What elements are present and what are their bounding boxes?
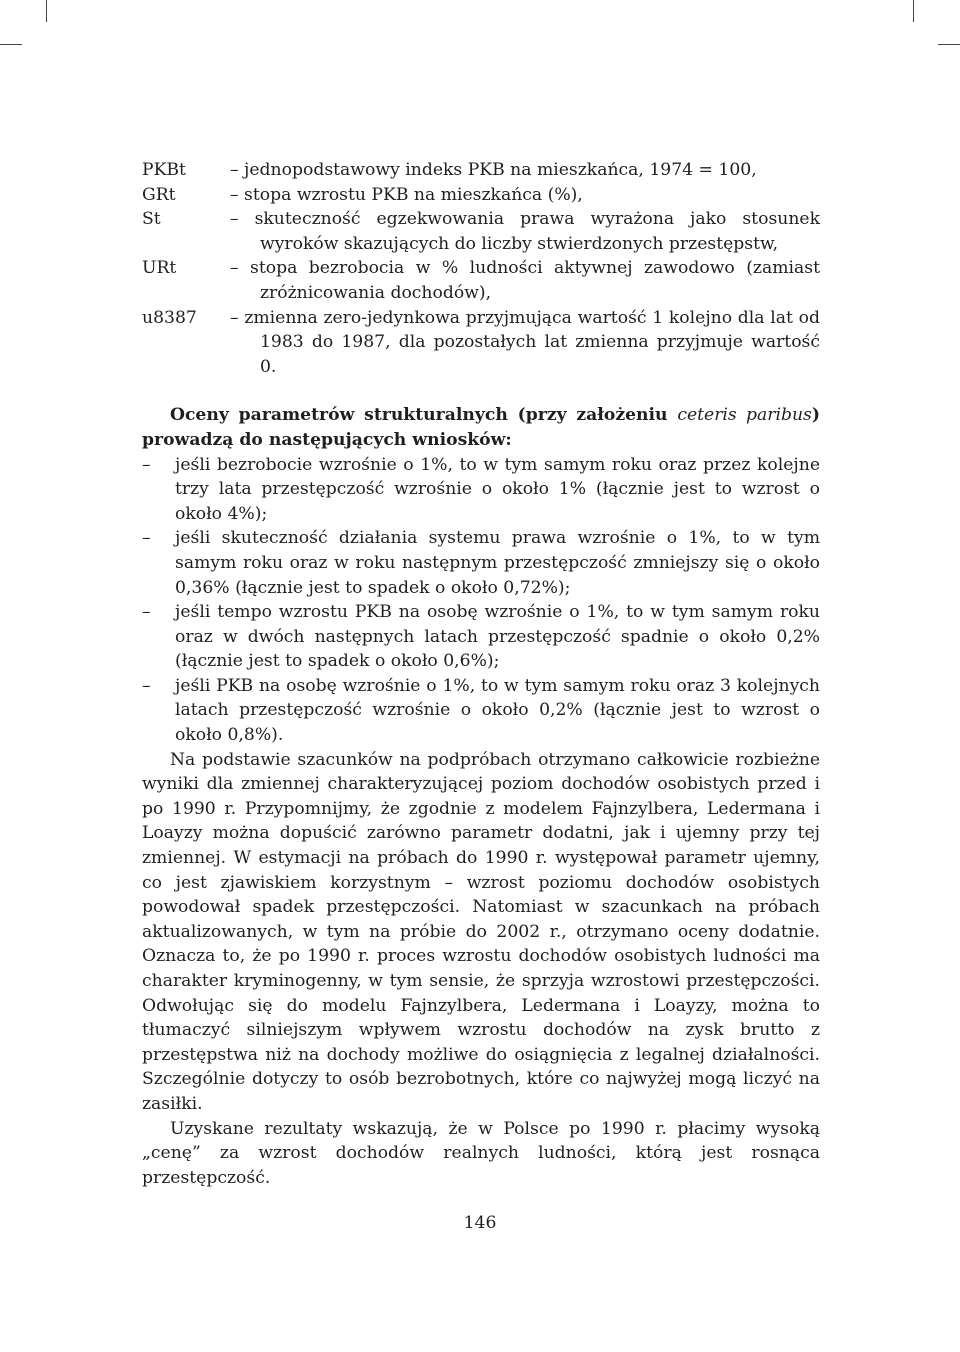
intro-bold-end: ) prowadzą do następujących wniosków: — [142, 405, 820, 450]
list-item — [142, 526, 820, 600]
variable-description: – stopa bezrobocia w % ludności aktywnej zawodowo (zamiast zróżnicowania dochodów), — [230, 258, 820, 303]
crop-mark-top-right — [913, 0, 914, 22]
list-item — [142, 600, 820, 674]
list-item — [142, 674, 820, 748]
variable-row — [142, 158, 820, 183]
variable-name: St — [142, 209, 161, 230]
page-body — [142, 158, 820, 1190]
variable-description: – stopa wzrostu PKB na mieszkańca (%), — [230, 184, 583, 205]
variable-name: PKBt — [142, 160, 186, 180]
intro-bold-start: Oceny parametrów strukturalnych (przy założeniu — [170, 405, 678, 426]
list-item-text: jeśli skuteczność działania systemu prawa wzrośnie o 1%, to w tym samym roku oraz w roku następnym przestępczość zmniejszy się o około 0,36% (łącznie jest to spadek o około 0,72%); — [175, 528, 820, 598]
dash-bullet: – — [142, 528, 151, 549]
variable-description: – jednopodstawowy indeks PKB na mieszkańca, 1974 = 100, — [230, 160, 757, 180]
dash-bullet: – — [142, 454, 151, 475]
conclusions-list — [142, 453, 820, 748]
variable-definitions — [142, 158, 820, 379]
crop-mark-top-left-h — [0, 44, 22, 45]
page-number: 146 — [463, 1213, 497, 1233]
paragraph: Uzyskane rezultaty wskazują, że w Polsce po 1990 r. płacimy wysoką „cenę” za wzrost dochodów realnych ludności, którą jest rosnąca przestępczość. — [142, 1118, 820, 1188]
variable-description: – zmienna zero-jedynkowa przyjmująca wartość 1 kolejno dla lat od 1983 do 1987, dla pozostałych lat zmienna przyjmuje wartość 0. — [230, 307, 820, 377]
list-item-text: jeśli tempo wzrostu PKB na osobę wzrośnie o 1%, to w tym samym roku oraz w dwóch następnych latach przestępczość spadnie o około 0,2% (łącznie jest to spadek o około 0,6%); — [175, 602, 820, 672]
conclusions-intro — [142, 403, 820, 452]
variable-description: – skuteczność egzekwowania prawa wyrażona jako stosunek wyroków skazujących do liczby stwierdzonych przestępstw, — [230, 209, 820, 254]
variable-name: URt — [142, 258, 177, 279]
variable-name: GRt — [142, 184, 176, 205]
variable-row — [142, 256, 820, 305]
variable-row — [142, 183, 820, 208]
dash-bullet: – — [142, 602, 151, 623]
variable-row — [142, 306, 820, 380]
list-item-text: jeśli PKB na osobę wzrośnie o 1%, to w tym samym roku oraz 3 kolejnych latach przestępczość wzrośnie o około 0,2% (łącznie jest to wzrost o około 0,8%). — [175, 675, 820, 746]
list-item-text: jeśli bezrobocie wzrośnie o 1%, to w tym samym roku oraz przez kolejne trzy lata przestępczość wzrośnie o około 1% (łącznie jest to wzrost o około 4%); — [175, 454, 820, 524]
paragraph: Na podstawie szacunków na podpróbach otrzymano całkowicie rozbieżne wyniki dla zmiennej charakteryzującej poziom dochodów osobistych przed i po 1990 r. Przypomnijmy, że zgodnie z modelem Fajnzylbera, Ledermana i Loayzy można dopuścić zarówno parametr dodatni, jak i ujemny przy tej zmiennej. W estymacji na próbach do 1990 r. występował parametr ujemny, co jest zjawiskiem korzystnym – wzrost poziomu dochodów osobistych powodował spadek przestępczości. Natomiast w szacunkach na próbach aktualizowanych, w tym na próbie do 2002 r., otrzymano oceny dodatnie. Oznacza to, że po 1990 r. proces wzrostu dochodów osobistych ludności ma charakter kryminogenny, w tym sensie, że sprzyja wzrostowi przestępczości. Odwołując się do modelu Fajnzylbera, Ledermana i Loayzy, można to tłumaczyć silniejszym wpływem wzrostu dochodów na zysk brutto z przestępstwa niż na dochody możliwe do osiągnięcia z legalnej działalności. Szczególnie dotyczy to osób bezrobotnych, które co najwyżej mogą liczyć na zasiłki. — [142, 749, 820, 1114]
variable-row — [142, 207, 820, 256]
list-item — [142, 453, 820, 527]
dash-bullet: – — [142, 675, 151, 696]
intro-italic-term: ceteris paribus — [677, 405, 812, 426]
variable-name: u8387 — [142, 307, 197, 328]
crop-mark-top-right-h — [938, 44, 960, 45]
crop-mark-top-left — [46, 0, 47, 22]
